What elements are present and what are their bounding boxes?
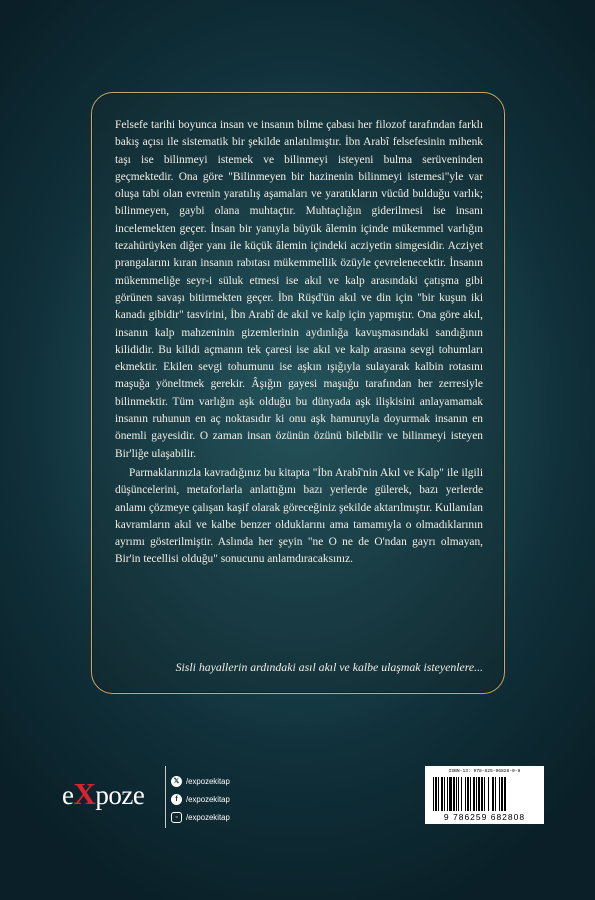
social-facebook[interactable] (171, 790, 230, 808)
barcode-bar (507, 777, 508, 811)
blurb-paragraph-2: Parmaklarınızla kavradığınız bu kitapta "İbn Arabî'nin Akıl ve Kalp" ile ilgili düşüncelerini, metaforlarla anlattığını bazı yerlerde gülerek, bazı yerlerde anlamı çözmeye çalışan kaşif olarak göreceğiniz şekilde aktarılmıştır. Kullanılan kavramların akıl ve kalbe benzer olduklarını ama tamamıyla o olmadıklarının ayrımı gösterilmiştir. Aslında her şeyin "ne O ne de O'ndan gayrı olmayan, Bir'in tecellisi olduğu" sonucunu anlamdıracaksınız. (115, 466, 483, 566)
logo-suffix: poze (95, 780, 145, 810)
logo-x: X (73, 776, 96, 811)
social-links (171, 772, 230, 826)
x-icon: 𝕏 (171, 776, 182, 787)
logo-prefix: e (62, 780, 74, 810)
social-handle: /expozekitap (186, 794, 230, 804)
blurb (115, 117, 483, 569)
social-x[interactable] (171, 772, 230, 790)
barcode-bars (433, 777, 537, 811)
barcode (425, 766, 544, 824)
blurb-paragraph-1: Felsefe tarihi boyunca insan ve insanın bilme çabası her filozof tarafından farklı bakış açısı ile sistematik bir şekilde anlatılmıştır. İbn Arabî felsefesinin mihenk taşı ise bilinmeyi istemek ve bilinmeyi isteyeni bulma serüveninden geçmektedir. Ona göre "Bilinmeyen bir hazinenin bilinmeyi istemesi"yle var oluşa tabi olan evrenin yaratılış aşamaları ve yaratıkların vücûd bulduğu varlık; bilinmeyen, gaybi olana muhtaçtır. Muhtaçlığın giderilmesi ise insanı incelemekten geçer. İnsan bir yanıyla büyük âlemin içinde mükemmel varlığın tezahürüyken diğer yanı ile küçük âlemin içindeki acziyetin simgesidir. Acziyet prangalarını kıran insanın rabıtası mükemmellik özüyle çevrelenecektir. İnsanın mükemmeliğe seyr-i süluk etmesi ise akıl ve kalp arasındaki çatışma gibi görünen savaşı bitirmekten geçer. İbn Rüşd'ün akıl ve din için "bir kuşun iki kanadı gibidir" tasvirini, İbn Arabî de akıl ve kalp için yapmıştır. Ona göre akıl, insanın kalp mahzeninin gizemlerinin aydınlığa kavuşmasındaki sandığının kilididir. Bu kilidi açmanın tek çaresi ise akıl ve kalp arasına sevgi tohumları ekmektir. Ekilen sevgi tohumunu ise aşkın ışığıyla sulayarak kalbin rotasını maşuğa yöneltmek gerekir. Âşığın gayesi maşuğu tarafından her zerresiyle bilinmektir. Tüm varlığın aşk olduğu bu dünyada aşk ilişkisini anlayamamak insanın ruhunun en aç noktasıdır ki onu aşk hamuruyla doyurmak insanın en önemli gayesidir. O zaman insan özünün özünü bilebilir ve bilinmeyi isteyen Bir'liğe ulaşabilir. (115, 119, 483, 460)
social-instagram[interactable] (171, 808, 230, 826)
tagline: Sisli hayallerin ardındaki asıl akıl ve kalbe ulaşmak isteyenlere... (175, 660, 483, 674)
isbn-number: 9 786259 682808 (443, 812, 526, 822)
isbn-label: ISBN-13: 978-625-96828-0-8 (448, 769, 521, 774)
publisher-logo (62, 776, 144, 812)
facebook-icon: f (171, 794, 182, 805)
social-handle: /expozekitap (186, 776, 230, 786)
logo-divider (165, 766, 166, 828)
social-handle: /expozekitap (186, 812, 230, 822)
instagram-icon: ◦ (171, 812, 182, 823)
